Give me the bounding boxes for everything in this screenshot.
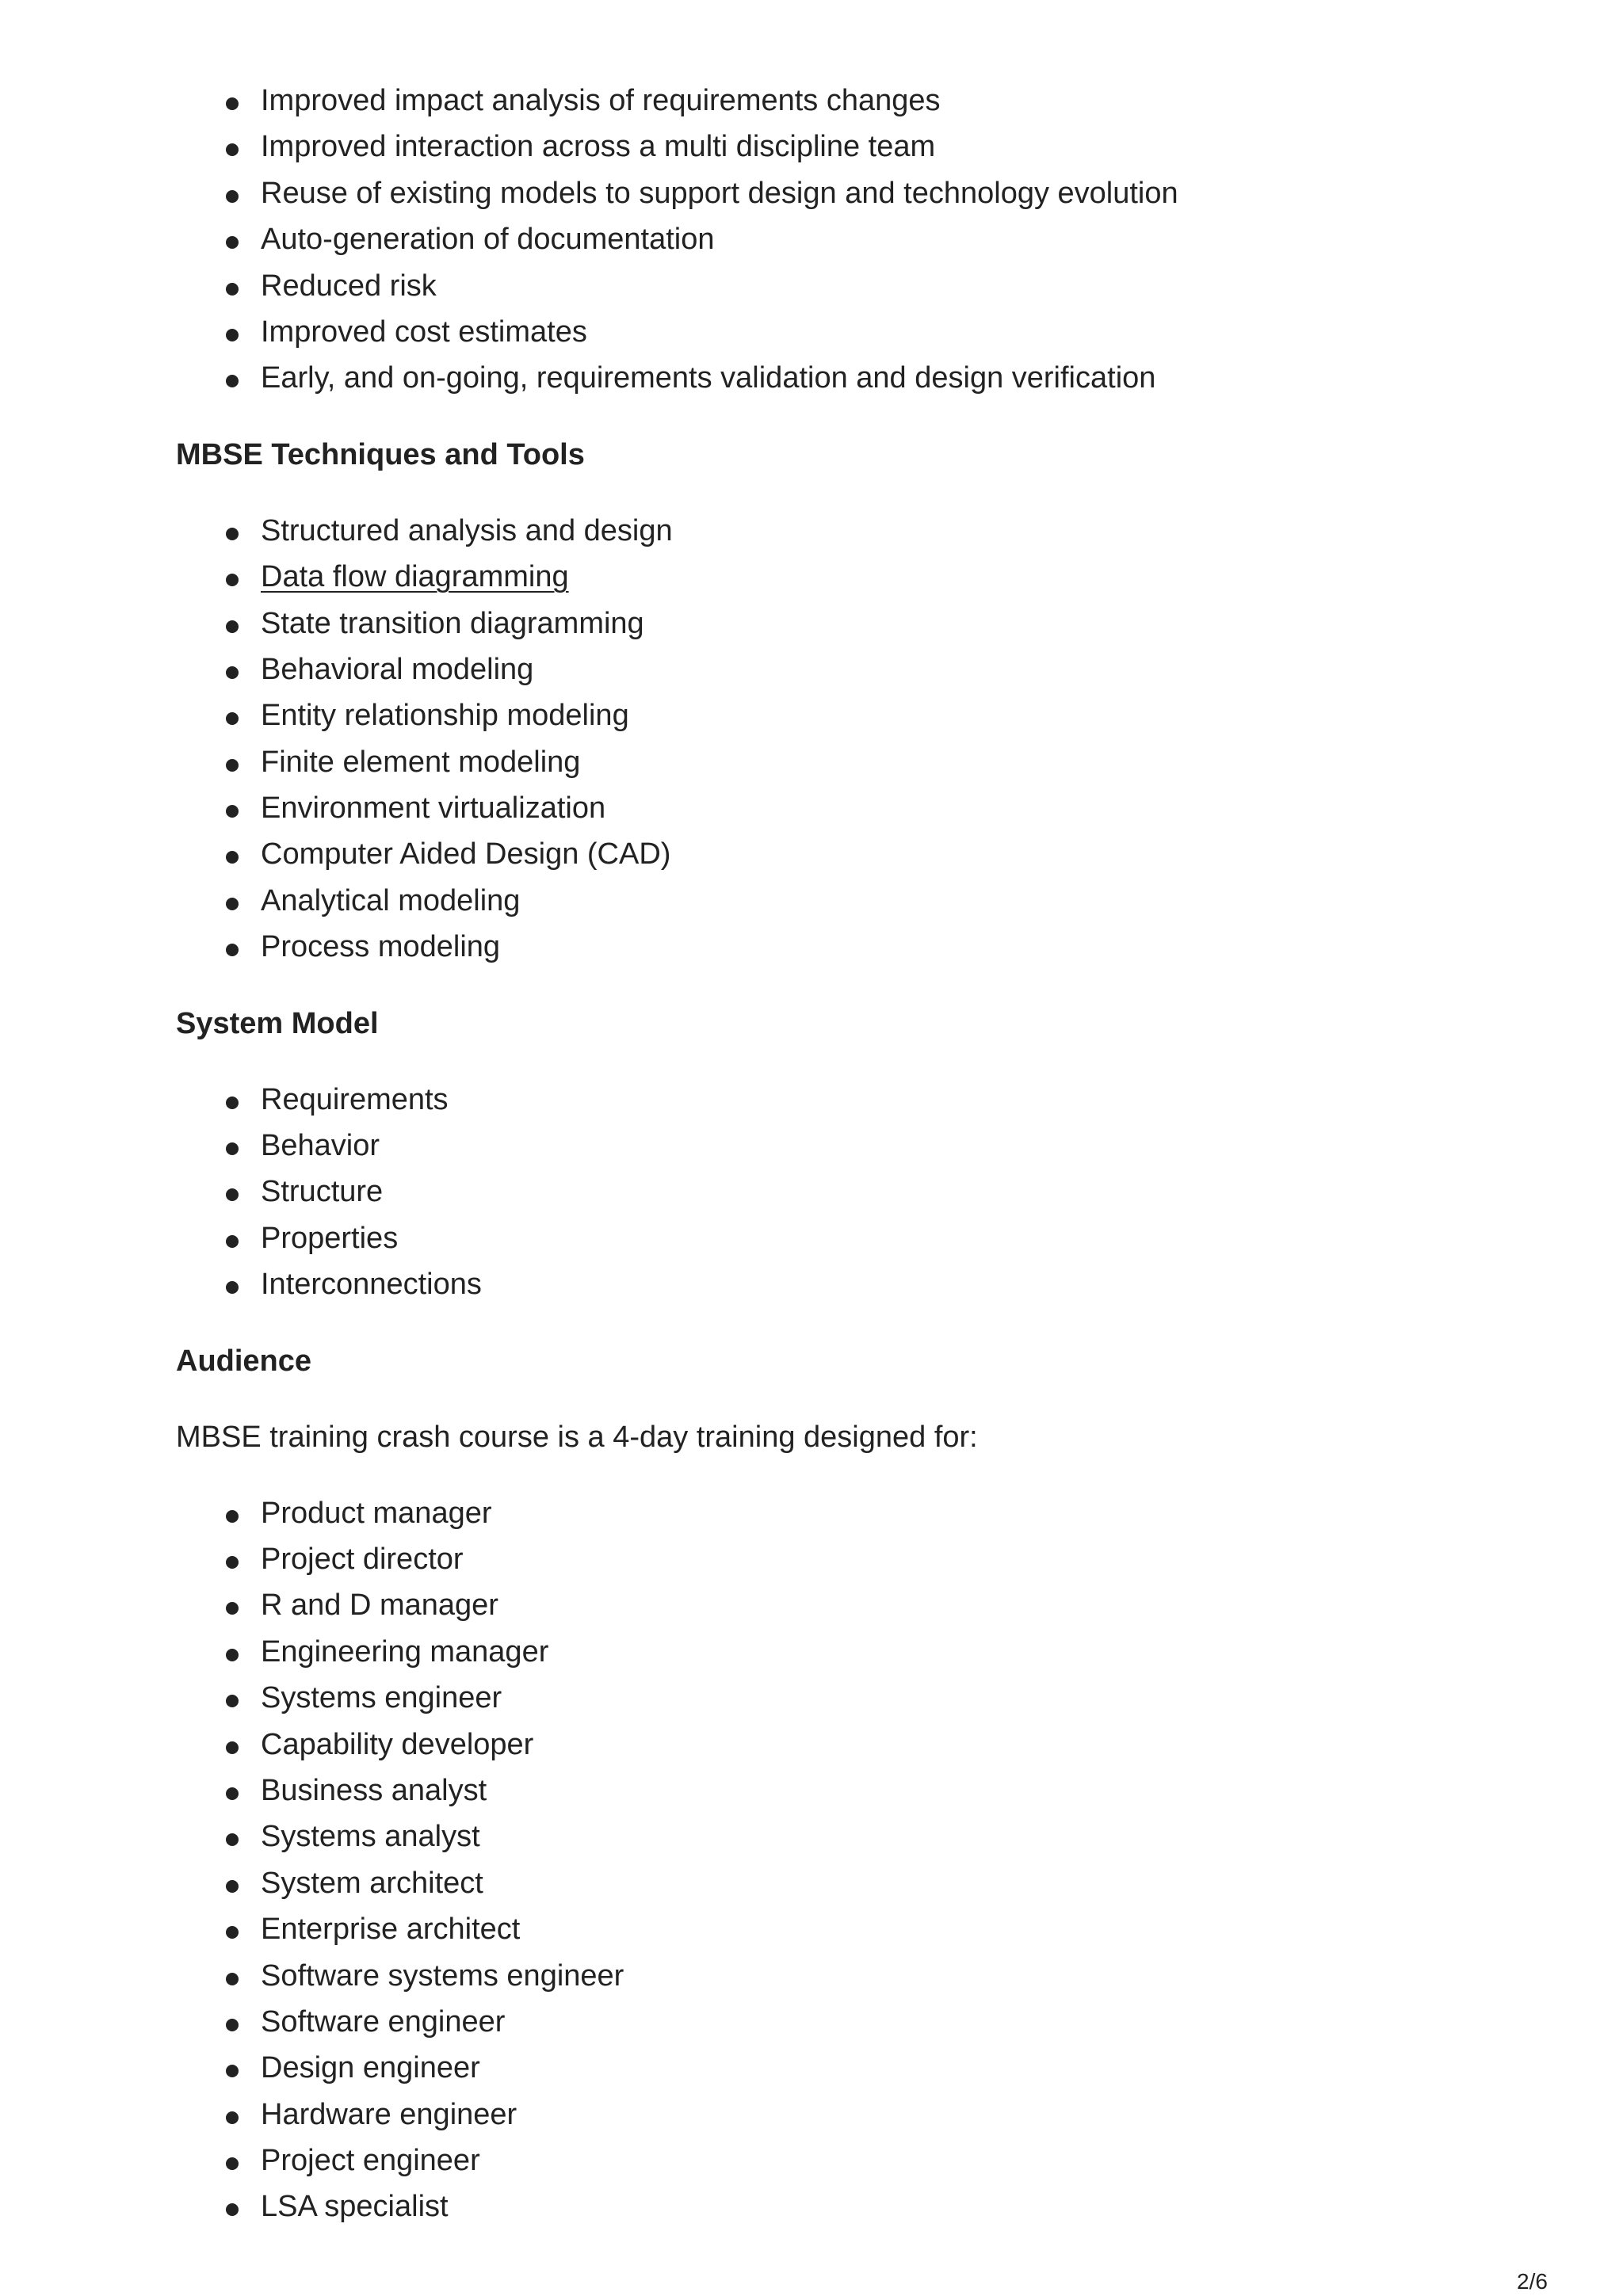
bullet-icon [226, 1787, 239, 1800]
list-item: Requirements [176, 1077, 1523, 1123]
bullet-icon [226, 1833, 239, 1846]
list-item: Auto-generation of documentation [176, 216, 1523, 262]
bullet-icon [226, 190, 239, 203]
list-item: Interconnections [176, 1261, 1523, 1307]
bullet-icon [226, 283, 239, 296]
bullet-icon [226, 236, 239, 249]
bullet-icon [226, 574, 239, 586]
list-item: Improved impact analysis of requirements changes [176, 78, 1523, 124]
list-item: Enterprise architect [176, 1906, 1523, 1952]
list-item: Project director [176, 1536, 1523, 1582]
bullet-icon [226, 1880, 239, 1893]
list-item: Reuse of existing models to support design and technology evolution [176, 170, 1523, 216]
list-item [176, 554, 1523, 600]
list-item: Finite element modeling [176, 739, 1523, 785]
list-item: Hardware engineer [176, 2092, 1523, 2138]
system-model-list [176, 1077, 1523, 1308]
list-item: State transition diagramming [176, 601, 1523, 646]
list-item: Design engineer [176, 2045, 1523, 2091]
list-item: Properties [176, 1215, 1523, 1261]
bullet-icon [226, 2203, 239, 2216]
list-item: Analytical modeling [176, 878, 1523, 924]
bullet-icon [226, 1926, 239, 1939]
list-item: Behavioral modeling [176, 646, 1523, 692]
bullet-icon [226, 805, 239, 818]
list-item: Business analyst [176, 1768, 1523, 1814]
list-item: Improved cost estimates [176, 309, 1523, 355]
list-item: Reduced risk [176, 263, 1523, 309]
list-item: Computer Aided Design (CAD) [176, 831, 1523, 877]
bullet-icon [226, 143, 239, 156]
bullet-icon [226, 1973, 239, 1985]
bullet-icon [226, 1281, 239, 1294]
bullet-icon [226, 712, 239, 725]
audience-intro: MBSE training crash course is a 4-day training designed for: [176, 1420, 978, 1454]
list-item: Product manager [176, 1490, 1523, 1536]
list-item: Improved interaction across a multi discipline team [176, 124, 1523, 170]
bullet-icon [226, 97, 239, 110]
list-item: Project engineer [176, 2138, 1523, 2183]
list-item: Behavior [176, 1123, 1523, 1169]
bullet-icon [226, 1556, 239, 1569]
bullet-icon [226, 1235, 239, 1248]
bullet-icon [226, 375, 239, 387]
bullet-icon [226, 944, 239, 956]
bullet-icon [226, 2111, 239, 2124]
bullet-icon [226, 666, 239, 679]
list-item: Entity relationship modeling [176, 692, 1523, 738]
bullet-icon [226, 329, 239, 341]
bullet-icon [226, 2019, 239, 2031]
bullet-icon [226, 1142, 239, 1155]
heading-system-model: System Model [176, 1006, 379, 1040]
bullet-icon [226, 528, 239, 540]
bullet-icon [226, 620, 239, 633]
page-number: 2/6 [1517, 2269, 1548, 2294]
list-item: System architect [176, 1860, 1523, 1906]
list-item: R and D manager [176, 1582, 1523, 1628]
list-item: Engineering manager [176, 1629, 1523, 1675]
list-item: LSA specialist [176, 2183, 1523, 2229]
list-item: Software systems engineer [176, 1953, 1523, 1999]
bullet-icon [226, 1188, 239, 1201]
bullet-icon [226, 2065, 239, 2077]
bullet-icon [226, 2157, 239, 2170]
bullet-icon [226, 1649, 239, 1661]
list-item: Structure [176, 1169, 1523, 1215]
data-flow-diagramming-link[interactable]: Data flow diagramming [261, 560, 569, 594]
bullet-icon [226, 1602, 239, 1615]
list-item: Systems engineer [176, 1675, 1523, 1721]
list-item: Environment virtualization [176, 785, 1523, 831]
bullet-icon [226, 898, 239, 910]
bullet-icon [226, 851, 239, 864]
bullet-icon [226, 1741, 239, 1754]
list-item: Software engineer [176, 1999, 1523, 2045]
list-item: Structured analysis and design [176, 508, 1523, 554]
techniques-list [176, 508, 1523, 971]
bullet-icon [226, 1097, 239, 1109]
heading-audience: Audience [176, 1344, 312, 1378]
list-item: Systems analyst [176, 1814, 1523, 1859]
list-item: Process modeling [176, 924, 1523, 970]
list-item: Early, and on-going, requirements validation and design verification [176, 355, 1523, 401]
bullet-icon [226, 759, 239, 772]
page-content [176, 78, 1523, 2230]
list-item: Capability developer [176, 1722, 1523, 1768]
bullet-icon [226, 1695, 239, 1707]
heading-techniques: MBSE Techniques and Tools [176, 437, 585, 471]
bullet-icon [226, 1510, 239, 1523]
audience-list [176, 1490, 1523, 2230]
benefits-list [176, 78, 1523, 402]
